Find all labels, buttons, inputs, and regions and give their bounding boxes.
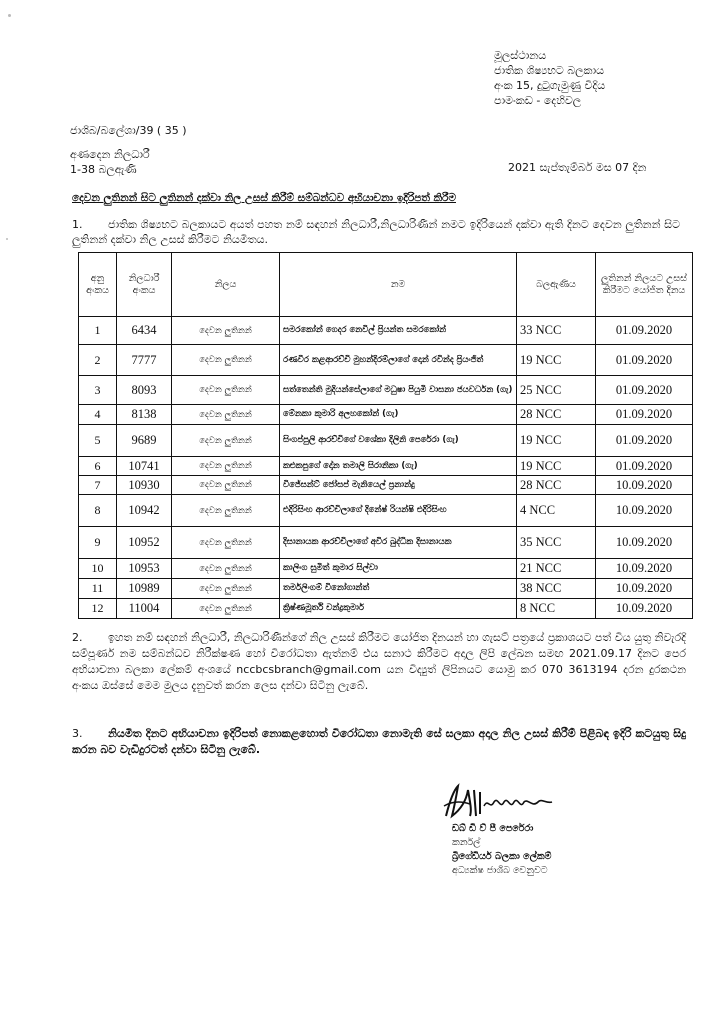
- cell-service-no: 10942: [117, 495, 172, 527]
- cell-name: එදිරිසිංහ ආරච්චිලාගේ දිනේෂ් රියන්ෂි එදිරිසිංහ: [280, 495, 517, 527]
- table-row: [79, 317, 693, 345]
- cell-serial: 8: [79, 495, 117, 527]
- cell-serial: 10: [79, 559, 117, 579]
- cell-serial: 9: [79, 527, 117, 559]
- cell-battalion: 21 NCC: [517, 559, 596, 579]
- headquarters-address: [494, 48, 605, 108]
- cell-rank: දෙවන ලුතිනන්: [172, 405, 280, 425]
- cell-battalion: 8 NCC: [517, 599, 596, 619]
- paragraph-2: ඉහත නම් සඳහන් නිලධාරී, නිලධාරිණීන්ගේ නිල උසස් කිරීමට යෝජිත දිනයන් හා ගැසට් පත්‍රයේ ප්‍රකාශයට පත් විය යුතු නිවැරදි සම්පූර්ණ නම සම්බන්ධව නිරීක්ෂණ හෝ විරෝධතා ඇත්නම් එය සනාථ කිරීමට අදාල ලිපි ලේඛන සමඟ 2021.09.17 දිනට පෙර අභියාචනා බලකා ලේකම් අංශයේ nccbcsbranch@gmail.com යන විද්‍යුත් ලිපිනයට යොමු කර 070 3613194 දරන දුරකථන අංකය ඔස්සේ මෙම මුලය දැනුවත් කරන ලෙස දන්වා සිටිනු ලැබේ.: [72, 631, 686, 692]
- paragraph-1: ජාතික ශිෂ්‍යභට බලකායට අයත් පහත නම් සඳහන් නිලධාරී,නිලධාරිණීන් නමට ඉදිරියෙන් දක්වා ඇති දිනට දෙවන ලුතිනන් සිට ලුතිනන් දක්වා නිල උසස් කිරීමට නියමිතය.: [72, 218, 680, 246]
- scan-speck: [6, 238, 8, 240]
- table-row: [79, 559, 693, 579]
- cell-battalion: 19 NCC: [517, 425, 596, 457]
- cell-service-no: 6434: [117, 317, 172, 345]
- column-header-service-no: නිලධාරී අංකය: [117, 253, 172, 317]
- cell-service-no: 8093: [117, 376, 172, 405]
- subject-heading: දෙවන ලුතිනන් සිට ලුතිනන් දක්වා නිල උසස් කිරීම් සම්බන්ධව අභියාචනා ඉදිරිපත් කිරීම: [72, 192, 456, 204]
- table-header-row: [79, 253, 693, 317]
- cell-serial: 11: [79, 579, 117, 599]
- cell-serial: 3: [79, 376, 117, 405]
- table-row: [79, 405, 693, 425]
- address-line: අංක 15, දුටුගැමුණු වීදිය: [494, 79, 606, 92]
- cell-battalion: 38 NCC: [517, 579, 596, 599]
- cell-battalion: 33 NCC: [517, 317, 596, 345]
- cell-rank: දෙවන ලුතිනන්: [172, 599, 280, 619]
- cell-date: 01.09.2020: [596, 376, 693, 405]
- cell-rank: දෙවන ලුතිනන්: [172, 527, 280, 559]
- cell-service-no: 10741: [117, 457, 172, 476]
- cell-date: 01.09.2020: [596, 345, 693, 376]
- cell-name: කාලිංග සුමිත් කුමාර සිල්වා: [280, 559, 517, 579]
- cell-date: 10.09.2020: [596, 476, 693, 495]
- cell-name: සමරකෝන් ගෙදර නෙවිල් ප්‍රියන්ත සමරකෝන්: [280, 317, 517, 345]
- cell-name: ක්‍රිෂ්ණමූර්ති චන්ද්‍රකුමාර්: [280, 599, 517, 619]
- signatory-rank: කර්නල්: [452, 837, 481, 848]
- paragraph-3: නියමිත දිනට අභියාචනා ඉදිරිපත් නොකළහොත් විරෝධතා නොමැති සේ සලකා අදාල නිල උසස් කිරීම් පිළිබඳ ඉදිරි කටයුතු සිදු කරන බව වැඩිදුරටත් දන්වා සිටිනු ලැබේ.: [72, 727, 686, 756]
- cell-name: කළුකපුගේ දෝන තමාලි සිරානිකා (ගැ): [280, 457, 517, 476]
- cell-battalion: 28 NCC: [517, 476, 596, 495]
- cell-name: මේනකා කුමාරි අලහකෝන් (ගැ): [280, 405, 517, 425]
- cell-service-no: 10953: [117, 559, 172, 579]
- column-header-serial: අනු අංකය: [79, 253, 117, 317]
- cell-battalion: 19 NCC: [517, 457, 596, 476]
- table-row: [79, 579, 693, 599]
- cell-date: 10.09.2020: [596, 599, 693, 619]
- recipient: [70, 147, 150, 177]
- table-row: [79, 457, 693, 476]
- cell-rank: දෙවන ලුතිනන්: [172, 425, 280, 457]
- cell-service-no: 8138: [117, 405, 172, 425]
- signature-block: [452, 822, 551, 878]
- signatory-capacity: අධ්‍යක්ෂ ජාශිබ වෙනුවට: [452, 865, 548, 876]
- cell-name: විජේසන්ට් ජෝසප් මැනියෙල් ප්‍රනාන්දු: [280, 476, 517, 495]
- signatory-name: ඩබ් ඩී ව් පී පෙරේරා: [452, 823, 534, 834]
- cell-serial: 5: [79, 425, 117, 457]
- table-row: [79, 495, 693, 527]
- cell-date: 10.09.2020: [596, 559, 693, 579]
- cell-service-no: 11004: [117, 599, 172, 619]
- cell-service-no: 7777: [117, 345, 172, 376]
- signatory-title: බ්‍රිගේඩියර් බලකා ලේකම්: [452, 851, 552, 862]
- cell-serial: 1: [79, 317, 117, 345]
- cell-serial: 2: [79, 345, 117, 376]
- cell-battalion: 19 NCC: [517, 345, 596, 376]
- table-row: [79, 345, 693, 376]
- cell-date: 01.09.2020: [596, 457, 693, 476]
- cell-date: 10.09.2020: [596, 579, 693, 599]
- cell-date: 01.09.2020: [596, 405, 693, 425]
- cell-rank: දෙවන ලුතිනන්: [172, 345, 280, 376]
- cell-date: 01.09.2020: [596, 317, 693, 345]
- cell-serial: 7: [79, 476, 117, 495]
- table-row: [79, 527, 693, 559]
- cell-rank: දෙවන ලුතිනන්: [172, 376, 280, 405]
- column-header-rank: නිලය: [172, 253, 280, 317]
- cell-serial: 4: [79, 405, 117, 425]
- cell-name: සිංගප්පුලි ආරච්චිගේ වශේකා දිලිනි පෙරේරා (ගැ): [280, 425, 517, 457]
- cell-battalion: 4 NCC: [517, 495, 596, 527]
- table-row: [79, 425, 693, 457]
- table-row: [79, 599, 693, 619]
- address-line: ජාතික ශිෂ්‍යභට බලකාය: [494, 64, 604, 77]
- cell-rank: දෙවන ලුතිනන්: [172, 476, 280, 495]
- address-line: පාමංකඩ - දෙහිවල: [494, 94, 582, 107]
- cell-battalion: 28 NCC: [517, 405, 596, 425]
- cell-rank: දෙවන ලුතිනන්: [172, 457, 280, 476]
- address-line: මූලස්ථානය: [494, 49, 547, 62]
- paragraph-number: 2.: [72, 631, 83, 644]
- cell-service-no: 10930: [117, 476, 172, 495]
- cell-rank: දෙවන ලුතිනන්: [172, 495, 280, 527]
- cell-name: දිසානායක ආරච්චිලාගේ අවිර බුද්ධික දිසානායක: [280, 527, 517, 559]
- cell-rank: දෙවන ලුතිනන්: [172, 559, 280, 579]
- column-header-name: නම: [280, 253, 517, 317]
- cell-battalion: 35 NCC: [517, 527, 596, 559]
- table-row: [79, 376, 693, 405]
- letter-date: 2021 සැප්තැම්බර් මස 07 දින: [508, 161, 647, 174]
- column-header-date: ලුතිනන් නිලයට උසස් කිරීමට යෝජිත දිනය: [596, 253, 693, 317]
- cell-name: තර්මලිංගම් විනෝගාන්ත්: [280, 579, 517, 599]
- paragraph-number: 1.: [72, 218, 83, 231]
- cell-serial: 6: [79, 457, 117, 476]
- cell-rank: දෙවන ලුතිනන්: [172, 579, 280, 599]
- recipient-line: 1-38 බලඇණි: [70, 163, 137, 176]
- column-header-battalion: බලඇණිය: [517, 253, 596, 317]
- cell-battalion: 25 NCC: [517, 376, 596, 405]
- reference-number: ජාශිබ/බලේශා/39 ( 35 ): [70, 124, 187, 137]
- paragraph-number: 3.: [72, 727, 83, 740]
- handwritten-signature: [440, 780, 560, 822]
- cell-service-no: 10989: [117, 579, 172, 599]
- cell-date: 10.09.2020: [596, 527, 693, 559]
- promotion-table: [78, 252, 693, 619]
- cell-name: රණවීර කළආරච්චි මුහන්දිරම්ලාගේ දොන් රවින්ද ප්‍රියංජිත්: [280, 345, 517, 376]
- scan-speck: [8, 14, 11, 17]
- recipient-line: අණදෙන නිලධාරී: [70, 148, 150, 161]
- table-row: [79, 476, 693, 495]
- cell-serial: 12: [79, 599, 117, 619]
- cell-service-no: 10952: [117, 527, 172, 559]
- cell-date: 10.09.2020: [596, 495, 693, 527]
- cell-rank: දෙවන ලුතිනන්: [172, 317, 280, 345]
- cell-name: සත්තෙන්ති මුදියන්සේලාගේ මධුෂා පියුමි වාසනා ජයවර්ධන (ගැ): [280, 376, 517, 405]
- cell-date: 01.09.2020: [596, 425, 693, 457]
- cell-service-no: 9689: [117, 425, 172, 457]
